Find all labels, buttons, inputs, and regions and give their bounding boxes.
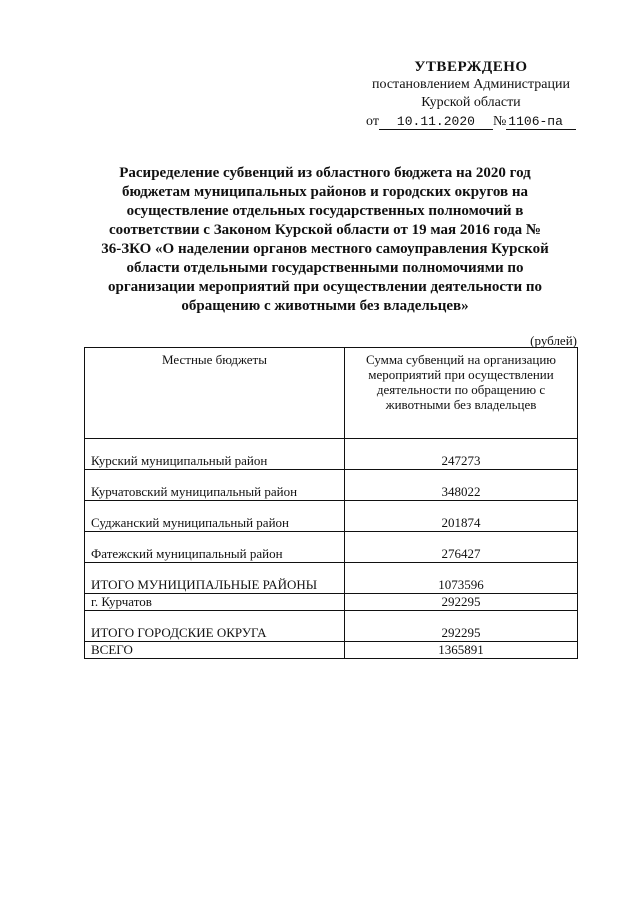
approval-number: 1106-па bbox=[506, 114, 576, 130]
row-name: Суджанский муниципальный район bbox=[85, 501, 345, 532]
table-row bbox=[85, 501, 578, 532]
subventions-table bbox=[84, 347, 578, 659]
row-value: 292295 bbox=[345, 611, 578, 642]
table-header-row bbox=[85, 348, 578, 439]
row-name: ВСЕГО bbox=[85, 642, 345, 659]
row-name: Фатежский муниципальный район bbox=[85, 532, 345, 563]
row-value: 1073596 bbox=[345, 563, 578, 594]
table-row bbox=[85, 563, 578, 594]
row-value: 201874 bbox=[345, 501, 578, 532]
row-value: 247273 bbox=[345, 439, 578, 470]
approval-line-1: постановлением Администрации bbox=[372, 77, 570, 92]
row-name: ИТОГО МУНИЦИПАЛЬНЫЕ РАЙОНЫ bbox=[85, 563, 345, 594]
row-value: 276427 bbox=[345, 532, 578, 563]
table-row bbox=[85, 594, 578, 611]
table-row bbox=[85, 470, 578, 501]
approval-line-2: Курской области bbox=[421, 95, 521, 110]
table-row bbox=[85, 642, 578, 659]
number-prefix: № bbox=[492, 114, 507, 129]
approval-dateline bbox=[356, 113, 586, 131]
header-budgets: Местные бюджеты bbox=[85, 348, 345, 439]
row-name: Курский муниципальный район bbox=[85, 439, 345, 470]
unit-label: (рублей) bbox=[530, 333, 577, 348]
row-name: г. Курчатов bbox=[85, 594, 345, 611]
approval-date: 10.11.2020 bbox=[379, 114, 493, 130]
row-name: ИТОГО ГОРОДСКИЕ ОКРУГА bbox=[85, 611, 345, 642]
row-name: Курчатовский муниципальный район bbox=[85, 470, 345, 501]
date-prefix: от bbox=[366, 114, 379, 129]
header-sum: Сумма субвенций на организацию мероприятий при осуществлении деятельности по обращению с животными без владельцев bbox=[345, 348, 578, 439]
document-title: Расиределение субвенций из областного бюджета на 2020 год бюджетам муниципальных районов и городских округов на осуществление отдельных государственных полномочий в соответствии с Законом Курской области от 19 мая 2016 года № 36-ЗКО «О наделении органов местного самоуправления Курской области отдельными государственными полномочиями по организации мероприятий при осуществлении деятельности по обращению с животными без владельцев» bbox=[101, 165, 549, 314]
table-row bbox=[85, 439, 578, 470]
row-value: 292295 bbox=[345, 594, 578, 611]
table-row bbox=[85, 611, 578, 642]
row-value: 1365891 bbox=[345, 642, 578, 659]
row-value: 348022 bbox=[345, 470, 578, 501]
approval-heading: УТВЕРЖДЕНО bbox=[414, 59, 528, 75]
table-row bbox=[85, 532, 578, 563]
approval-block bbox=[356, 58, 586, 131]
